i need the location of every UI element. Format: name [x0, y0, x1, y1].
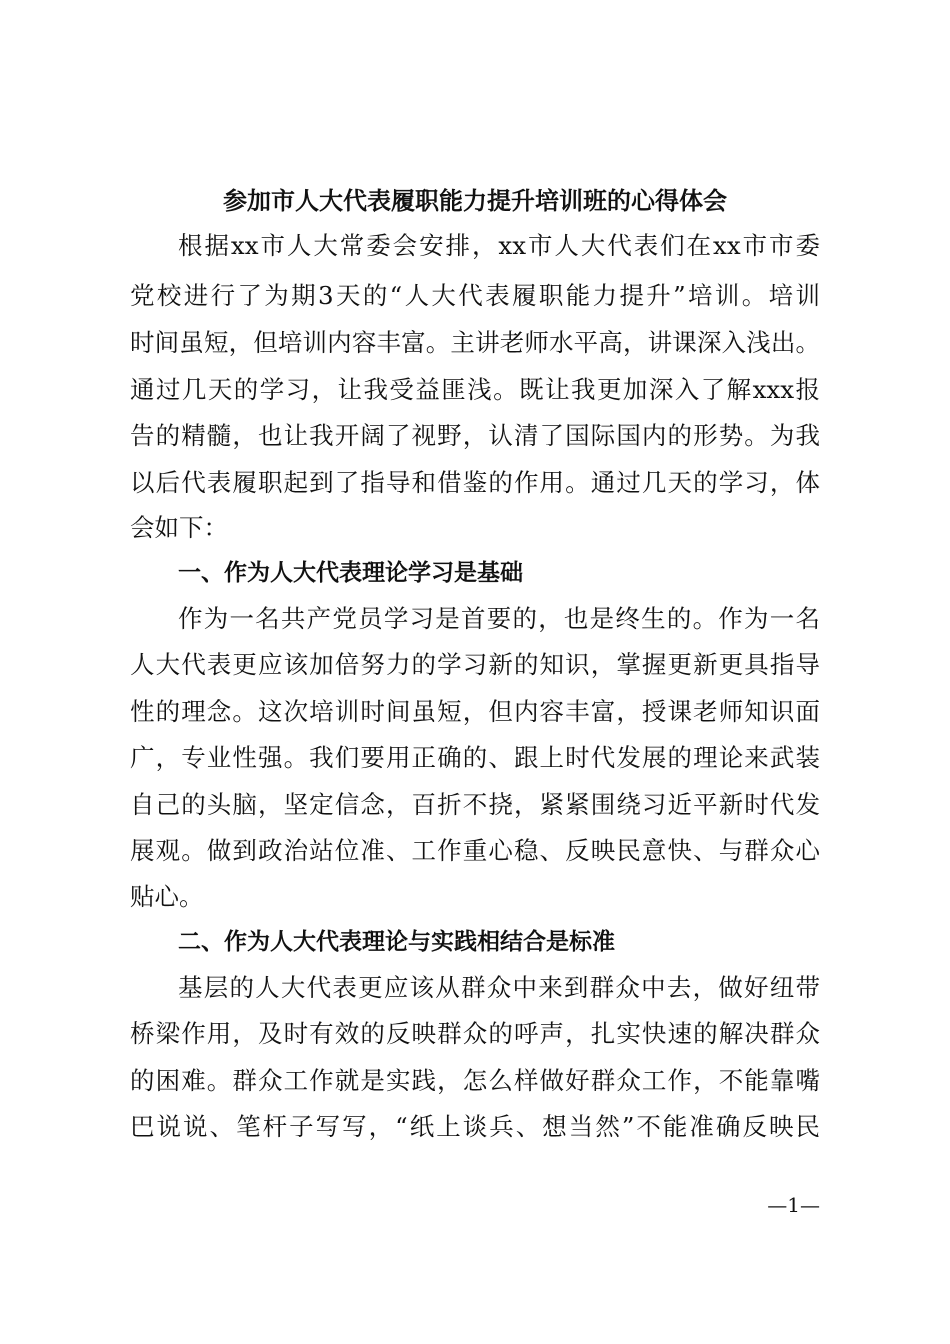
section-heading-2: 二、作为人大代表理论与实践相结合是标准	[178, 929, 615, 955]
intro-line-3: 时间虽短，但培训内容丰富。主讲老师水平高，讲课深入浅出。	[130, 328, 820, 357]
section-heading-1: 一、作为人大代表理论学习是基础	[178, 560, 523, 586]
intro-line-7: 会如下：	[130, 513, 228, 542]
page-number: —1—	[767, 1193, 820, 1217]
section1-line-6: 展观。做到政治站位准、工作重心稳、反映民意快、与群众心	[130, 836, 820, 865]
section1-line-5: 自己的头脑，坚定信念，百折不挠，紧紧围绕习近平新时代发	[130, 790, 820, 819]
section1-line-1: 作为一名共产党员学习是首要的，也是终生的。作为一名	[178, 604, 820, 633]
section1-line-2: 人大代表更应该加倍努力的学习新的知识，掌握更新更具指导	[130, 650, 820, 679]
section2-line-2: 桥梁作用，及时有效的反映群众的呼声，扎实快速的解决群众	[130, 1019, 820, 1048]
intro-line-6: 以后代表履职起到了指导和借鉴的作用。通过几天的学习，体	[130, 468, 820, 497]
intro-line-2: 党校进行了为期3天的“人大代表履职能力提升”培训。培训	[130, 281, 820, 310]
section2-line-1: 基层的人大代表更应该从群众中来到群众中去，做好纽带	[178, 973, 820, 1002]
section2-line-3: 的困难。群众工作就是实践，怎么样做好群众工作，不能靠嘴	[130, 1066, 820, 1095]
document-title: 参加市人大代表履职能力提升培训班的心得体会	[223, 186, 727, 215]
section1-line-3: 性的理念。这次培训时间虽短，但内容丰富，授课老师知识面	[130, 697, 820, 726]
section1-line-4: 广，专业性强。我们要用正确的、跟上时代发展的理论来武装	[130, 743, 820, 772]
intro-line-1: 根据xx市人大常委会安排，xx市人大代表们在xx市市委	[178, 231, 820, 260]
section1-line-7: 贴心。	[130, 882, 204, 911]
section2-line-4: 巴说说、笔杆子写写，“纸上谈兵、想当然”不能准确反映民	[130, 1112, 820, 1141]
intro-line-5: 告的精髓，也让我开阔了视野，认清了国际国内的形势。为我	[130, 421, 820, 450]
intro-line-4: 通过几天的学习，让我受益匪浅。既让我更加深入了解xxx报	[130, 375, 820, 404]
